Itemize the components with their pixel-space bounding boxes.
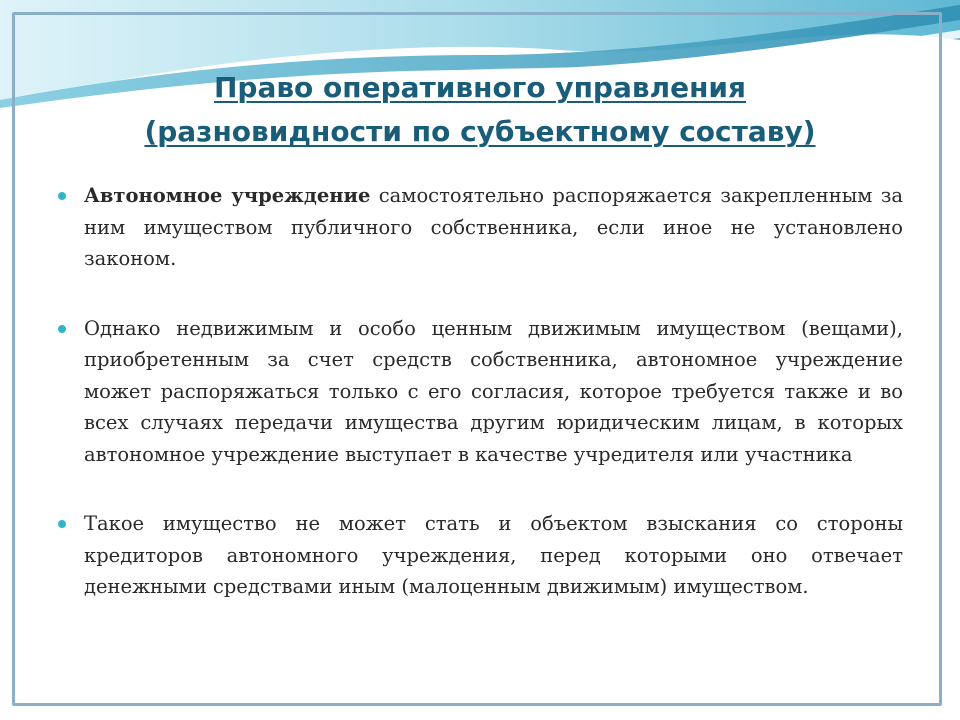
bullet-text: самостоятельно распоряжается закрепленным за ним имуществом публичного собственника, если иное не установлено законом. [84,184,904,270]
content-body [58,180,903,603]
bullet-dot-icon [58,192,66,200]
bullet-text: Такое имущество не может стать и объектом взыскания со стороны кредиторов автономного учреждения, перед которыми оно отвечает денежными средствами иным (малоценным движимым) имуществом. [84,512,903,598]
list-item [58,180,903,275]
slide-title [40,66,920,154]
title-line-1: Право оперативного управления [213,71,747,104]
bullet-text: Однако недвижимым и особо ценным движимым имуществом (вещами), приобретенным за счет средств собственника, автономное учреждение может распоряжаться только с его согласия, которое требуется также и во всех случаях передачи имущества другим юридическим лицам, в которых автономное учреждение выступает в качестве учредителя или участника [84,316,903,466]
list-item [58,313,903,471]
bullet-dot-icon [58,520,66,528]
title-line-2: (разновидности по субъектному составу) [144,115,816,148]
bullet-dot-icon [58,325,66,333]
list-item [58,508,903,603]
bullet-bold-lead: Автономное учреждение [84,184,371,207]
